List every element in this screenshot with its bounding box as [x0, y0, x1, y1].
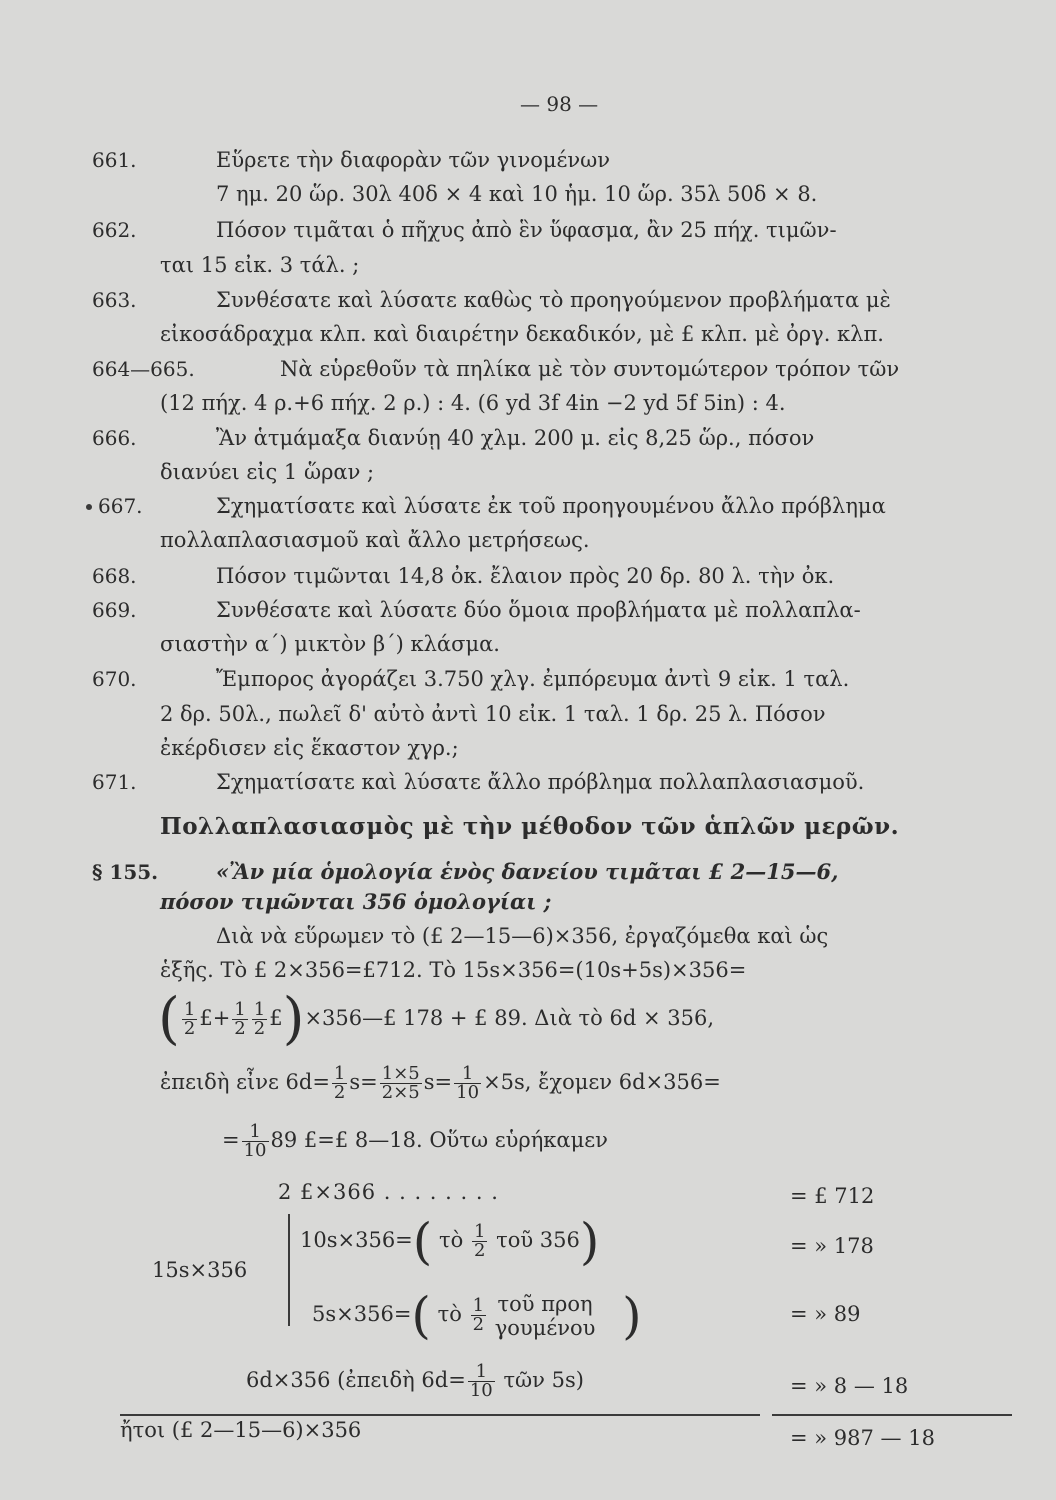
problem-number: 662.	[92, 218, 137, 242]
fraction: $\frac{1}{10}$	[469, 1361, 493, 1401]
problem-text: Ἔμπορος ἀγοράζει 3.750 χλγ. ἐμπόρευμα ἀντὶ 9 εἰκ. 1 ταλ.	[216, 667, 850, 691]
problem-text: Σχηματίσατε καὶ λύσατε ἄλλο πρόβλημα πολλαπλασιασμοῦ.	[216, 770, 865, 794]
section-text: 89 £=£ 8—18. Οὕτω εὑρήκαμεν	[270, 1128, 608, 1152]
problem-text: σιαστὴν α΄) μικτὸν β΄) κλάσμα.	[160, 632, 500, 656]
shilling-unit: s	[423, 1070, 435, 1094]
problem-number: 669.	[92, 598, 137, 622]
problem-text: (12 πήχ. 4 ρ.+6 πήχ. 2 ρ.) : 4. (6 yd 3f 4in −2 yd 5f 5in) : 4.	[160, 391, 786, 415]
problem-text: 2 δρ. 50λ., πωλεῖ δ' αὐτὸ ἀντὶ 10 εἰκ. 1 ταλ. 1 δρ. 25 λ. Πόσον	[160, 702, 826, 726]
right-parenthesis: )	[282, 986, 305, 1052]
pound-sign: £	[269, 1006, 283, 1030]
fraction: $\frac{1}{10}$	[456, 1063, 480, 1103]
problem-text: Συνθέσατε καὶ λύσατε καθὼς τὸ προηγούμενον προβλήματα μὲ	[216, 288, 891, 312]
calc-group-label: 15s×356	[152, 1258, 248, 1282]
calc-expression: 5s×356=	[312, 1302, 412, 1326]
section-text: Διὰ νὰ εὕρωμεν τὸ (£ 2—15—6)×356, ἐργαζόμεθα καὶ ὡς	[216, 924, 829, 948]
problem-text: Νὰ εὑρεθοῦν τὰ πηλίκα μὲ τὸν συντομώτερον τρόπον τῶν	[280, 357, 900, 381]
section-text: ἑξῆς. Τὸ £ 2×356=£712. Τὸ 15s×356=(10s+5s)×356=	[160, 958, 747, 982]
calc-row-result: = » 8 — 18	[790, 1374, 909, 1398]
shilling-unit: s	[349, 1070, 361, 1094]
calc-expression: τὸ	[438, 1228, 464, 1252]
problem-number: 670.	[92, 667, 137, 691]
calc-total-result: = » 987 — 18	[790, 1426, 935, 1450]
section-number: § 155.	[92, 860, 159, 884]
pound-sign: £	[199, 1006, 213, 1030]
problem-number: 668.	[92, 564, 137, 588]
calc-row-result: = £ 712	[790, 1184, 875, 1208]
problem-number: 663.	[92, 288, 137, 312]
left-parenthesis: (	[158, 986, 180, 1052]
section-text: ἐπειδὴ εἶνε 6d=	[160, 1070, 330, 1094]
fraction: $\frac{1\times 5}{2\times 5}$	[381, 1063, 420, 1103]
left-parenthesis: (	[411, 1286, 431, 1345]
calc-row-left	[246, 1352, 584, 1408]
equals-sign: =	[434, 1070, 453, 1094]
calc-expression: τὸ	[437, 1302, 462, 1326]
margin-dot	[86, 504, 92, 510]
problem-text: Συνθέσατε καὶ λύσατε δύο ὅμοια προβλήματα μὲ πολλαπλα-	[216, 598, 861, 622]
right-parenthesis: )	[579, 1212, 600, 1271]
fraction: $\frac{1}{2}$	[183, 999, 196, 1039]
fraction: $\frac{1}{2}$	[333, 1063, 346, 1103]
problem-text: ται 15 εἰκ. 3 τάλ. ;	[160, 253, 360, 277]
fraction: $\frac{1}{2}$	[472, 1295, 485, 1335]
calc-row-result: = » 178	[790, 1234, 874, 1258]
problem-text: Σχηματίσατε καὶ λύσατε ἐκ τοῦ προηγουμένου ἄλλο πρόβλημα	[216, 494, 886, 518]
calc-expression: τοῦ προη γουμένου	[494, 1291, 596, 1340]
fraction: $\frac{1}{2}$	[234, 999, 246, 1039]
fraction: $\frac{1}{2}$	[253, 999, 266, 1039]
problem-number: 666.	[92, 426, 137, 450]
fraction: $\frac{1}{10}$	[243, 1121, 267, 1161]
equals-sign: =	[360, 1070, 378, 1094]
problem-text: πολλαπλασιασμοῦ καὶ ἄλλο μετρήσεως.	[160, 528, 590, 552]
problem-text: Πόσον τιμῶνται 14,8 ὀκ. ἔλαιον πρὸς 20 δρ. 80 λ. τὴν ὀκ.	[216, 564, 835, 588]
section-text: ×5s, ἔχομεν 6d×356=	[483, 1070, 721, 1094]
section-problem-text: πόσον τιμῶνται 356 ὁμολογίαι ;	[160, 889, 552, 914]
calc-expression: τοῦ 356	[496, 1228, 580, 1252]
problem-text: ἐκέρδισεν εἰς ἕκαστον χγρ.;	[160, 736, 459, 760]
fraction: $\frac{1}{2}$	[473, 1221, 486, 1261]
problem-number: 664—665.	[92, 357, 195, 381]
section-text: ×356—£ 178 + £ 89. Διὰ τὸ 6d × 356,	[304, 1006, 714, 1030]
fraction-expression-line	[158, 986, 714, 1052]
problem-number: 661.	[92, 148, 137, 172]
fraction-expression-line	[160, 1052, 721, 1112]
group-divider	[288, 1214, 290, 1326]
problem-text: Ἂν ἁτμάμαξα διανύῃ 40 χλμ. 200 μ. εἰς 8,25 ὥρ., πόσον	[216, 426, 815, 450]
plus-sign: +	[212, 1006, 231, 1030]
problem-text: εἰκοσάδραχμα κλπ. καὶ διαιρέτην δεκαδικόν, μὲ £ κλπ. μὲ ὀργ. κλπ.	[160, 322, 884, 346]
right-parenthesis: )	[622, 1286, 642, 1345]
calc-row-left	[300, 1212, 600, 1271]
calc-row-result: = » 89	[790, 1302, 861, 1326]
problem-text: διανύει εἰς 1 ὥραν ;	[160, 460, 375, 484]
problem-number: 667.	[98, 494, 143, 518]
problem-text: Πόσον τιμᾶται ὁ πῆχυς ἀπὸ ἓν ὕφασμα, ἂν 25 πήχ. τιμῶν-	[216, 218, 837, 242]
calc-expression: 6d×356 (ἐπειδὴ 6d=	[246, 1368, 466, 1392]
sum-rule	[120, 1414, 760, 1416]
section-heading: Πολλαπλασιασμὸς μὲ τὴν μέθοδον τῶν ἁπλῶν μερῶν.	[160, 813, 900, 840]
calc-row-left	[312, 1284, 642, 1344]
problem-text: Εὕρετε τὴν διαφορὰν τῶν γινομένων	[216, 148, 611, 172]
problem-text: 7 ημ. 20 ὥρ. 30λ 40δ × 4 καὶ 10 ἡμ. 10 ὥρ. 35λ 50δ × 8.	[216, 182, 818, 206]
calc-row-left: 2 £×366 . . . . . . . .	[278, 1180, 499, 1204]
fraction-expression-line	[222, 1110, 608, 1170]
section-problem-text: «Ἂν μία ὁμολογία ἑνὸς δανείου τιμᾶται £ 2—15—6,	[216, 859, 839, 884]
problem-number: 671.	[92, 770, 137, 794]
calc-expression: 10s×356=	[300, 1228, 413, 1252]
calc-total-label: ἤτοι (£ 2—15—6)×356	[120, 1418, 362, 1442]
left-parenthesis: (	[412, 1212, 433, 1271]
calc-expression: τῶν 5s)	[503, 1368, 584, 1392]
equals-sign: =	[222, 1128, 240, 1152]
sum-rule	[772, 1414, 1012, 1416]
page-number: — 98 —	[520, 92, 599, 116]
